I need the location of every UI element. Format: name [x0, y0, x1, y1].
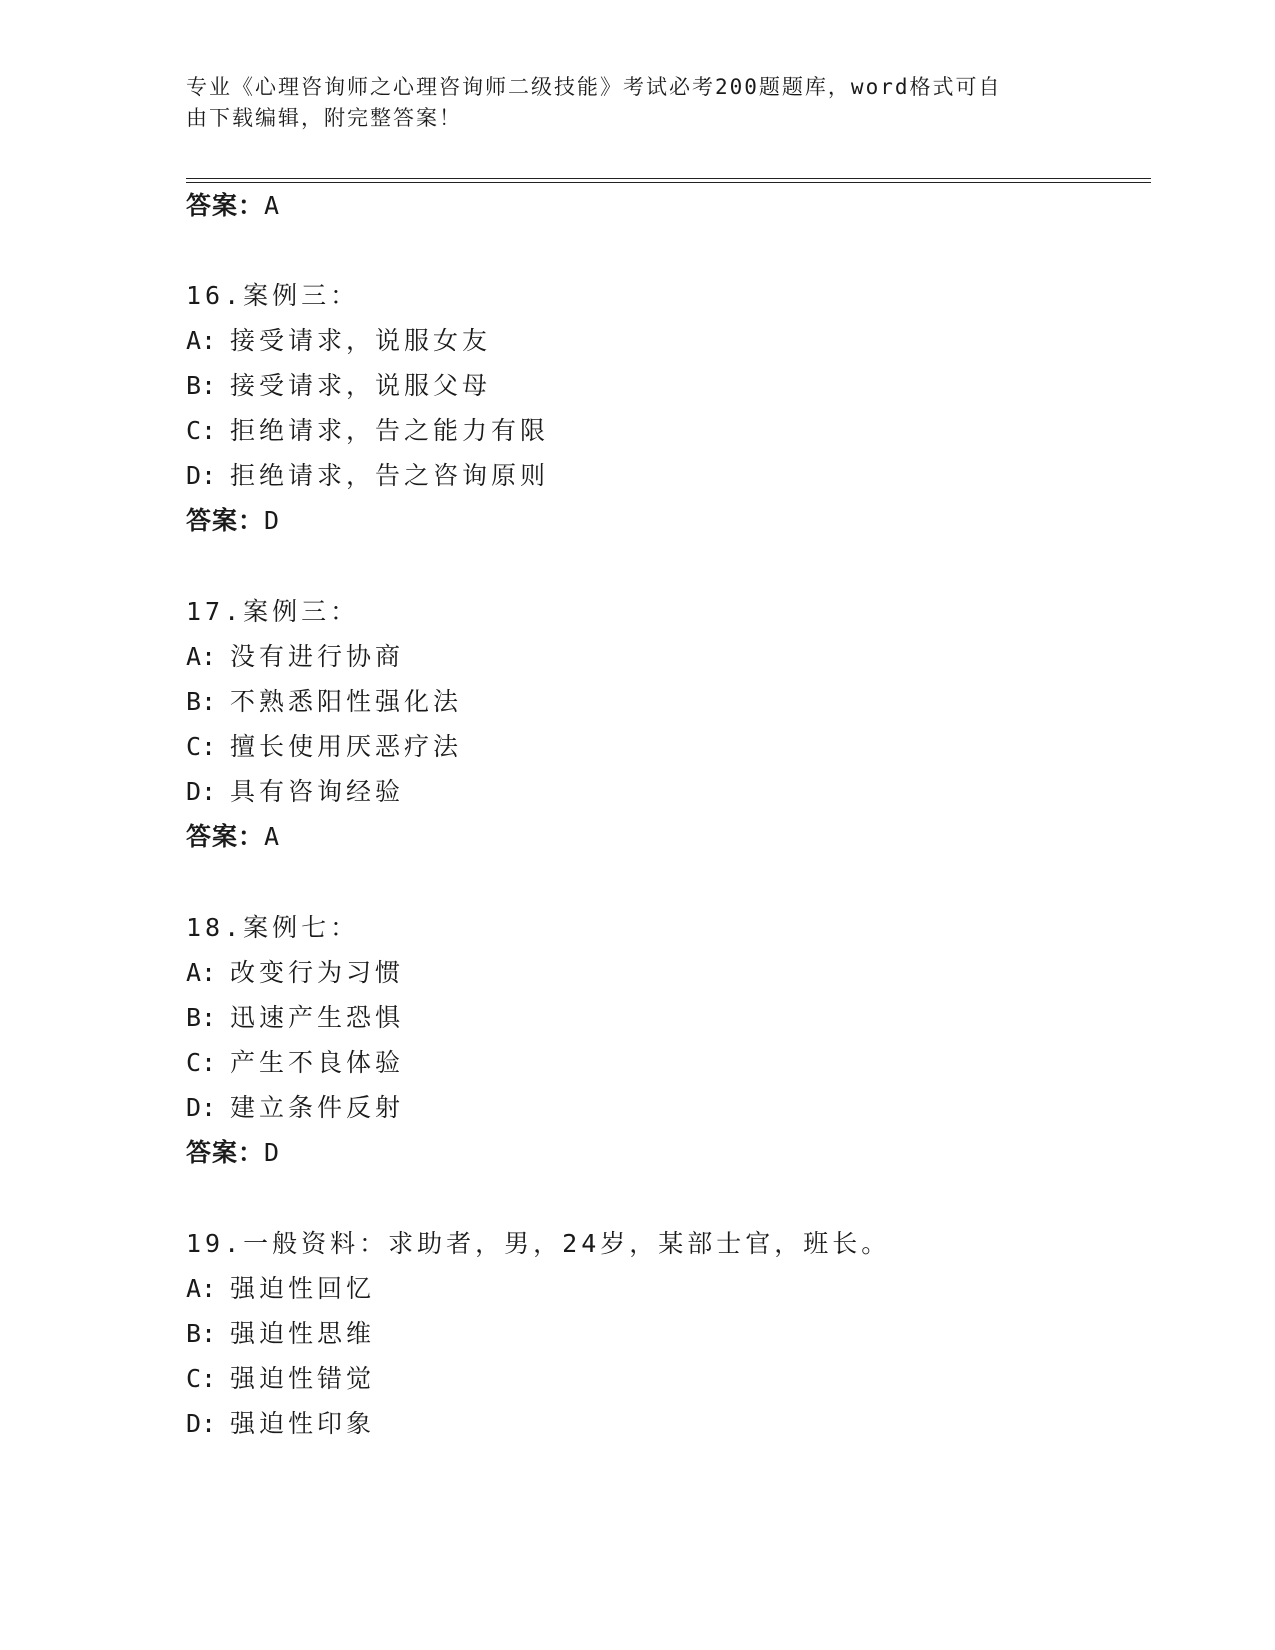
option-text: 擅长使用厌恶疗法 — [230, 732, 463, 761]
answer-line — [186, 190, 280, 222]
option-letter: A: — [186, 1274, 217, 1303]
option-text: 强迫性回忆 — [230, 1274, 376, 1303]
option-text: 不熟悉阳性强化法 — [230, 687, 463, 716]
option-c — [186, 1047, 404, 1079]
option-d — [186, 1092, 404, 1124]
answer-line — [186, 1137, 280, 1169]
option-letter: A: — [186, 958, 217, 987]
option-text: 拒绝请求，告之能力有限 — [230, 416, 550, 445]
option-letter: D: — [186, 461, 217, 490]
question-stem: 17.案例三： — [186, 597, 360, 626]
answer-label: 答案： — [186, 1138, 265, 1167]
option-b — [186, 370, 491, 402]
option-letter: B: — [186, 1319, 217, 1348]
option-b — [186, 1318, 375, 1350]
option-letter: D: — [186, 1093, 217, 1122]
option-letter: C: — [186, 416, 217, 445]
option-a — [186, 641, 404, 673]
option-text: 建立条件反射 — [230, 1093, 405, 1122]
question-stem: 16.案例三： — [186, 281, 360, 310]
answer-label: 答案： — [186, 506, 265, 535]
option-letter: A: — [186, 326, 217, 355]
option-b — [186, 686, 462, 718]
option-a — [186, 1273, 375, 1305]
option-c — [186, 415, 549, 447]
option-a — [186, 325, 491, 357]
option-d — [186, 1408, 375, 1440]
answer-value: D — [264, 1138, 281, 1167]
option-letter: D: — [186, 1409, 217, 1438]
option-letter: D: — [186, 777, 217, 806]
option-text: 强迫性印象 — [230, 1409, 376, 1438]
option-d — [186, 776, 404, 808]
option-letter: C: — [186, 732, 217, 761]
option-text: 具有咨询经验 — [230, 777, 405, 806]
answer-value: D — [264, 506, 281, 535]
question-stem: 19.一般资料：求助者，男，24岁，某部士官，班长。 — [186, 1229, 891, 1258]
option-b — [186, 1002, 404, 1034]
option-text: 强迫性错觉 — [230, 1364, 376, 1393]
option-c — [186, 1363, 375, 1395]
question-stem: 18.案例七： — [186, 913, 360, 942]
option-letter: B: — [186, 687, 217, 716]
option-text: 产生不良体验 — [230, 1048, 405, 1077]
option-letter: B: — [186, 371, 217, 400]
option-letter: C: — [186, 1048, 217, 1077]
option-letter: C: — [186, 1364, 217, 1393]
option-a — [186, 957, 404, 989]
document-header — [186, 72, 1066, 134]
answer-value: A — [264, 822, 281, 851]
option-text: 接受请求，说服女友 — [230, 326, 492, 355]
option-letter: A: — [186, 642, 217, 671]
answer-line — [186, 505, 280, 537]
answer-label: 答案： — [186, 191, 265, 220]
header-line-1: 专业《心理咨询师之心理咨询师二级技能》考试必考200题题库，word格式可自 — [186, 75, 1002, 99]
answer-line — [186, 821, 280, 853]
option-text: 迅速产生恐惧 — [230, 1003, 405, 1032]
answer-label: 答案： — [186, 822, 265, 851]
option-text: 改变行为习惯 — [230, 958, 405, 987]
option-d — [186, 460, 549, 492]
option-text: 强迫性思维 — [230, 1319, 376, 1348]
option-letter: B: — [186, 1003, 217, 1032]
header-divider — [186, 178, 1151, 183]
option-text: 没有进行协商 — [230, 642, 405, 671]
header-line-2: 由下载编辑，附完整答案！ — [186, 106, 462, 130]
option-text: 接受请求，说服父母 — [230, 371, 492, 400]
option-text: 拒绝请求，告之咨询原则 — [230, 461, 550, 490]
option-c — [186, 731, 462, 763]
answer-value: A — [264, 191, 281, 220]
